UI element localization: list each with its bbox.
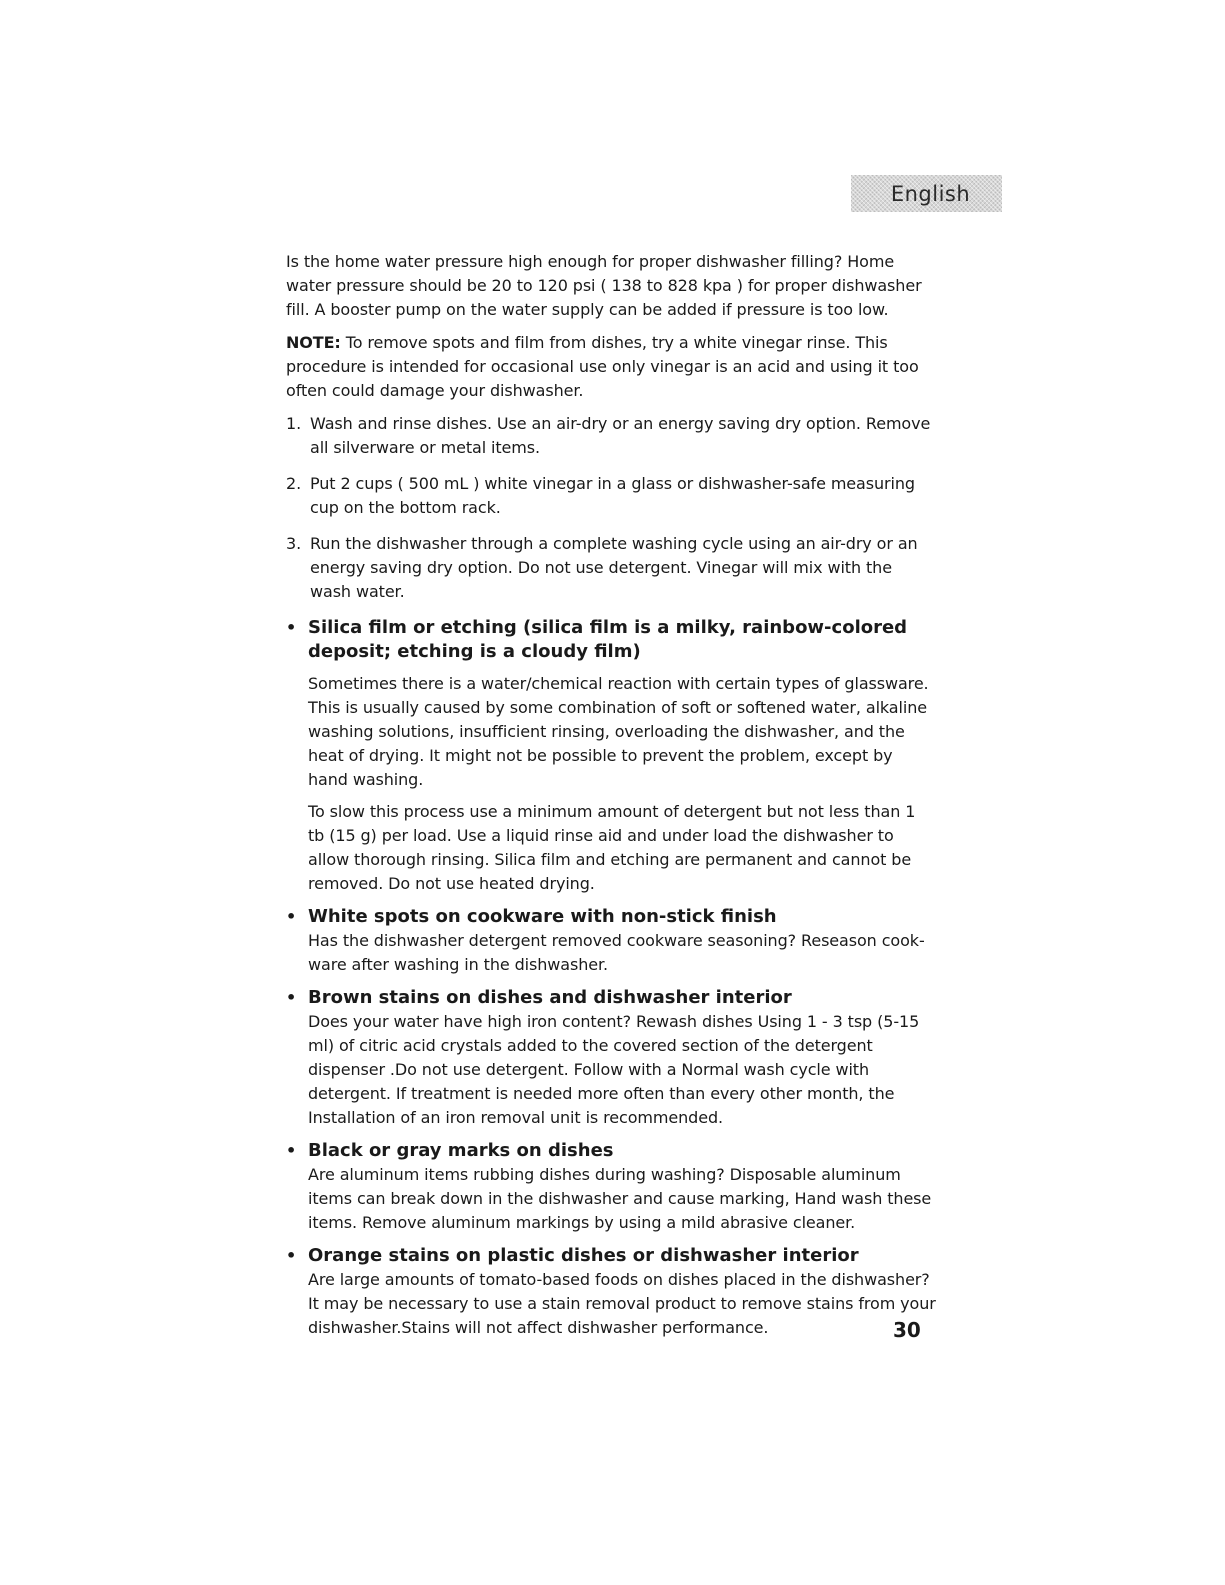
topic-brown-stains xyxy=(286,986,936,1130)
step-number: 2. xyxy=(286,474,302,493)
topic-white-spots xyxy=(286,905,936,977)
topic-paragraph: Are aluminum items rubbing dishes during washing? Disposable aluminum items can break down in the dishwasher and cause marking, Hand wash these items. Remove aluminum markings by using a mild abrasive cleaner. xyxy=(308,1165,932,1232)
bullet-icon: • xyxy=(286,1246,297,1265)
page-number: 30 xyxy=(893,1318,921,1342)
topic-black-gray-marks xyxy=(286,1139,936,1235)
topic-heading: Orange stains on plastic dishes or dishwasher interior xyxy=(308,1245,859,1266)
topic-orange-stains xyxy=(286,1244,936,1340)
step-text: Run the dishwasher through a complete washing cycle using an air-dry or an energy saving dry option. Do not use detergent. Vinegar will mix with the wash water. xyxy=(310,534,918,601)
topic-paragraph: Are large amounts of tomato-based foods on dishes placed in the dishwasher? It may be necessary to use a stain removal product to remove stains from your dishwasher.Stains will not affect dishwasher performance. xyxy=(308,1270,936,1337)
language-tab-label: English xyxy=(890,181,971,206)
bullet-icon: • xyxy=(286,907,297,926)
topic-paragraph: To slow this process use a minimum amount of detergent but not less than 1 tb (15 g) per load. Use a liquid rinse aid and under load the dishwasher to allow thorough rinsing. Silica film and etching are permanent and cannot be removed. Do not use heated drying. xyxy=(308,802,916,893)
note-text: To remove spots and film from dishes, try a white vinegar rinse. This procedure is intended for occasional use only vinegar is an acid and using it too often could damage your dishwasher. xyxy=(286,333,919,400)
topic-silica-film xyxy=(286,616,936,896)
step-item xyxy=(286,532,936,604)
step-item xyxy=(286,412,936,460)
topic-paragraph: Has the dishwasher detergent removed cookware seasoning? Reseason cook-ware after washing in the dishwasher. xyxy=(308,931,925,974)
bullet-icon: • xyxy=(286,1141,297,1160)
language-tab xyxy=(851,175,1002,212)
vinegar-rinse-steps xyxy=(286,412,936,604)
step-text: Wash and rinse dishes. Use an air-dry or an energy saving dry option. Remove all silverware or metal items. xyxy=(310,414,931,457)
step-number: 1. xyxy=(286,414,302,433)
note-paragraph xyxy=(286,331,936,403)
note-label: NOTE: xyxy=(286,333,341,352)
topic-heading: Black or gray marks on dishes xyxy=(308,1140,614,1161)
intro-paragraph: Is the home water pressure high enough for proper dishwasher filling? Home water pressure should be 20 to 120 psi ( 138 to 828 kpa ) for proper dishwasher fill. A booster pump on the water supply can be added if pressure is too low. xyxy=(286,252,922,319)
topic-heading: White spots on cookware with non-stick finish xyxy=(308,906,777,927)
step-text: Put 2 cups ( 500 mL ) white vinegar in a glass or dishwasher-safe measuring cup on the bottom rack. xyxy=(310,474,915,517)
topic-heading: Silica film or etching (silica film is a milky, rainbow-colored deposit; etching is a cloudy film) xyxy=(308,617,908,662)
topic-paragraph: Sometimes there is a water/chemical reaction with certain types of glassware. This is usually caused by some combination of soft or softened water, alkaline washing solutions, insufficient rinsing, overloading the dishwasher, and the heat of drying. It might not be possible to prevent the problem, except by hand washing. xyxy=(308,674,929,789)
page-content xyxy=(286,250,936,1349)
step-item xyxy=(286,472,936,520)
bullet-icon: • xyxy=(286,988,297,1007)
topic-paragraph: Does your water have high iron content? Rewash dishes Using 1 - 3 tsp (5-15 ml) of citric acid crystals added to the covered section of the detergent dispenser .Do not use detergent. Follow with a Normal wash cycle with detergent. If treatment is needed more often than every other month, the Installation of an iron removal unit is recommended. xyxy=(308,1012,920,1127)
step-number: 3. xyxy=(286,534,302,553)
bullet-icon: • xyxy=(286,618,297,637)
topic-heading: Brown stains on dishes and dishwasher interior xyxy=(308,987,792,1008)
